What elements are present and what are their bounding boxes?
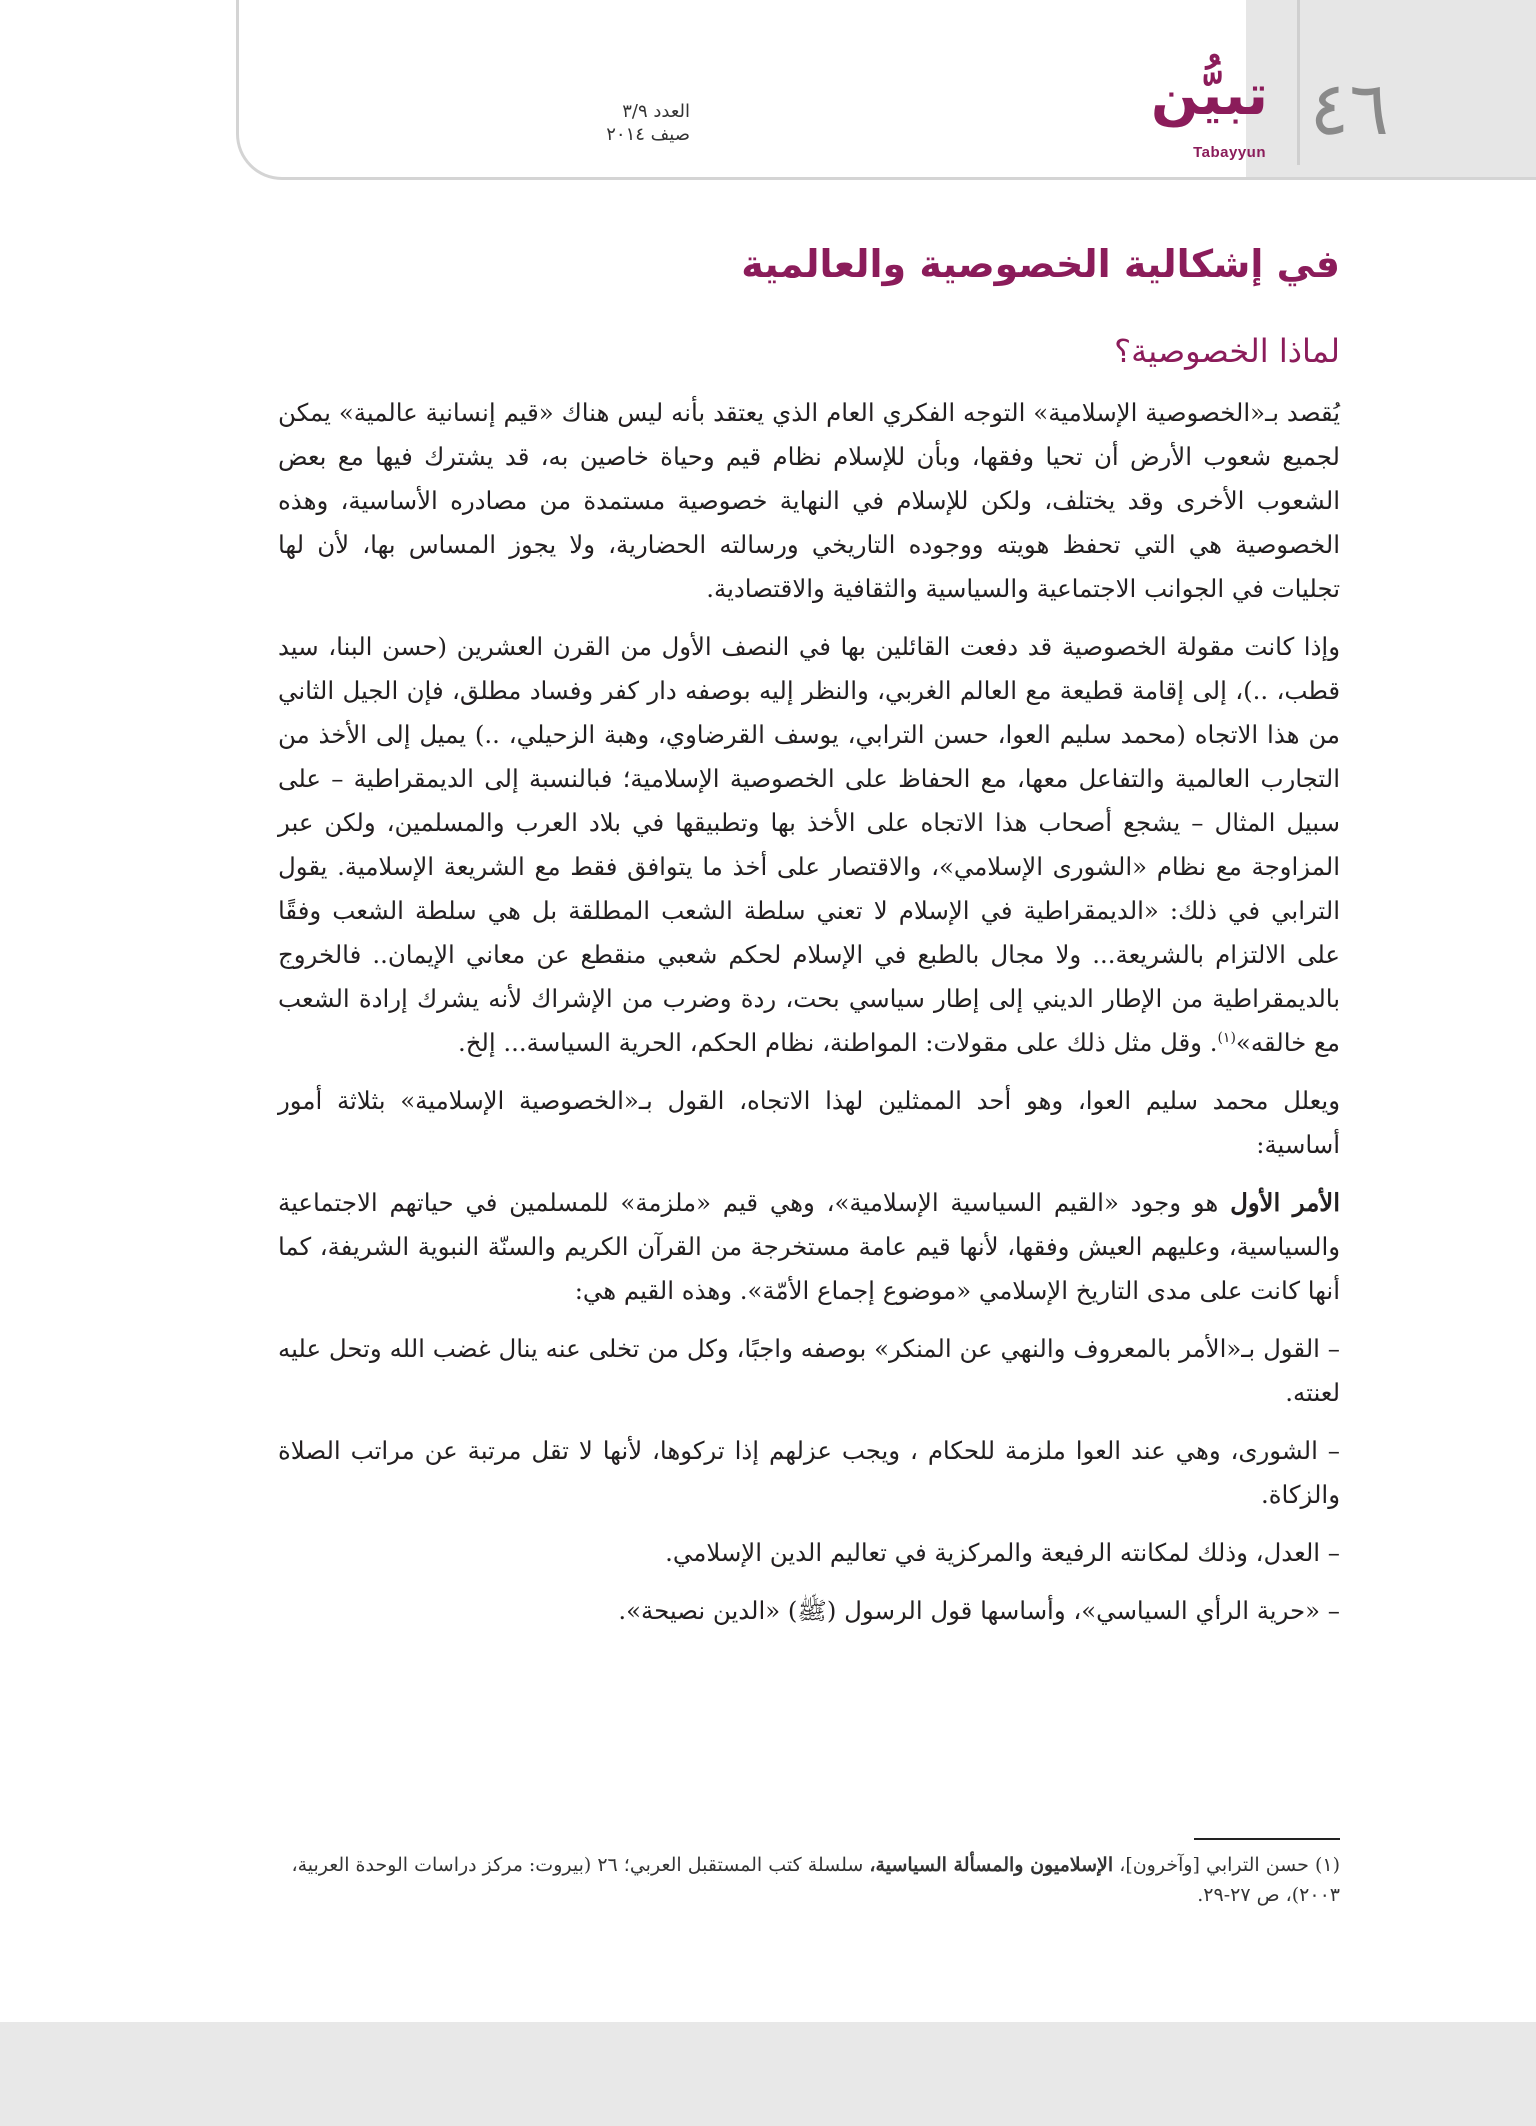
page-bottom-band [0,2022,1536,2126]
journal-logo [1128,63,1278,161]
first-matter-lead: الأمر الأول [1230,1187,1340,1217]
paragraph-1: يُقصد بـ«الخصوصية الإسلامية» التوجه الفكري العام الذي يعتقد بأنه ليس هناك «قيم إنسانية عالمية» يمكن لجميع شعوب الأرض أن تحيا وفقها، وبأن للإسلام نظام قيم وحياة خاصين به، قد يشترك فيها مع بعض الشعوب الأخرى وقد يختلف، ولكن للإسلام في النهاية خصوصية مستمدة من مصادره الأساسية، وهذه الخصوصية هي التي تحفظ هويته ووجوده التاريخي ورسالته الحضارية، ولا يجوز المساس بها، لأن لها تجليات في الجوانب الاجتماعية والسياسية والثقافية والاقتصادية. [278,397,1340,603]
list-item-value-4: – «حرية الرأي السياسي»، وأساسها قول الرسول (ﷺ) «الدين نصيحة». [618,1595,1340,1625]
first-matter-text: هو وجود «القيم السياسية الإسلامية»، وهي قيم «ملزمة» للمسلمين في حياتهم الاجتماعية والسياسية، وعليهم العيش وفقها، لأنها قيم عامة مستخرجة من القرآن الكريم والسنّة النبوية الشريفة، كما أنها كانت على مدى التاريخ الإسلامي «موضوع إجماع الأمّة». وهذه القيم هي: [278,1187,1340,1305]
footnote-author: حسن الترابي [وآخرون]، [1119,1854,1309,1876]
section-heading: لماذا الخصوصية؟ [1114,332,1340,371]
footnote-divider [1194,1838,1340,1840]
footnote [278,1850,1340,1910]
footnote-rest: سلسلة كتب المستقبل العربي؛ ٢٦ (بيروت: مركز دراسات الوحدة العربية، ٢٠٠٣)، ص ٢٧-٢٩. [291,1854,1340,1906]
header-brand-panel [1246,0,1536,177]
paragraph-first-matter [278,1181,1340,1313]
list-item-value-2: – الشورى، وهي عند العوا ملزمة للحكام ، ويجب عزلهم إذا تركوها، لأنها لا تقل مرتبة عن مراتب الصلاة والزكاة. [278,1435,1340,1509]
footnote-book-title: الإسلاميون والمسألة السياسية، [869,1854,1114,1876]
issue-number: العدد ٣/٩ [622,101,690,122]
issue-season: صيف ٢٠١٤ [606,124,690,146]
footnote-reference[interactable]: (١) [1217,1029,1236,1046]
footnote-number: (١) [1314,1854,1340,1876]
list-item-value-3: – العدل، وذلك لمكانته الرفيعة والمركزية في تعاليم الدين الإسلامي. [665,1537,1340,1567]
list-item-value-1: – القول بـ«الأمر بالمعروف والنهي عن المنكر» بوصفه واجبًا، وكل من تخلى عنه ينال غضب الله وتحل عليه لعنته. [278,1333,1340,1407]
paragraph-2 [278,625,1340,1065]
header-divider [1297,0,1300,165]
article-body [278,240,1340,1647]
page-header [236,0,1536,180]
paragraph-3: ويعلل محمد سليم العوا، وهو أحد الممثلين لهذا الاتجاه، القول بـ«الخصوصية الإسلامية» بثلاثة أمور أساسية: [278,1085,1340,1159]
article-title: في إشكالية الخصوصية والعالمية [741,242,1340,286]
issue-info [510,100,690,147]
paragraph-2-text: وإذا كانت مقولة الخصوصية قد دفعت القائلين بها في النصف الأول من القرن العشرين (حسن البنا، سيد قطب، ..)، إلى إقامة قطيعة مع العالم الغربي، والنظر إليه بوصفه دار كفر وفساد مطلق، فإن الجيل الثاني من هذا الاتجاه (محمد سليم العوا، حسن الترابي، يوسف القرضاوي، وهبة الزحيلي، ..) يميل إلى الأخذ من التجارب العالمية والتفاعل معها، مع الحفاظ على الخصوصية الإسلامية؛ فبالنسبة إلى الديمقراطية – على سبيل المثال – يشجع أصحاب هذا الاتجاه على الأخذ بها وتطبيقها في بلاد العرب والمسلمين، ولكن عبر المزاوجة مع نظام «الشورى الإسلامي»، والاقتصار على أخذ ما يتوافق فقط مع الشريعة الإسلامية. يقول الترابي في ذلك: «الديمقراطية في الإسلام لا تعني سلطة الشعب المطلقة بل هي سلطة الشعب وفقًا على الالتزام بالشريعة... ولا مجال بالطبع في الإسلام لحكم شعبي منقطع عن معاني الإيمان.. فالخروج بالديمقراطية من الإطار الديني إلى إطار سياسي بحت، ردة وضرب من الإشراك لأنه يشرك إرادة الشعب مع خالقه» [278,631,1340,1057]
logo-arabic-text: تبيُّن [1150,63,1268,128]
paragraph-2-tail: . وقل مثل ذلك على مقولات: المواطنة، نظام الحكم، الحرية السياسة... إلخ. [457,1027,1218,1057]
logo-latin-text: Tabayyun [1193,144,1266,161]
page-number: ٤٦ [1309,66,1389,152]
